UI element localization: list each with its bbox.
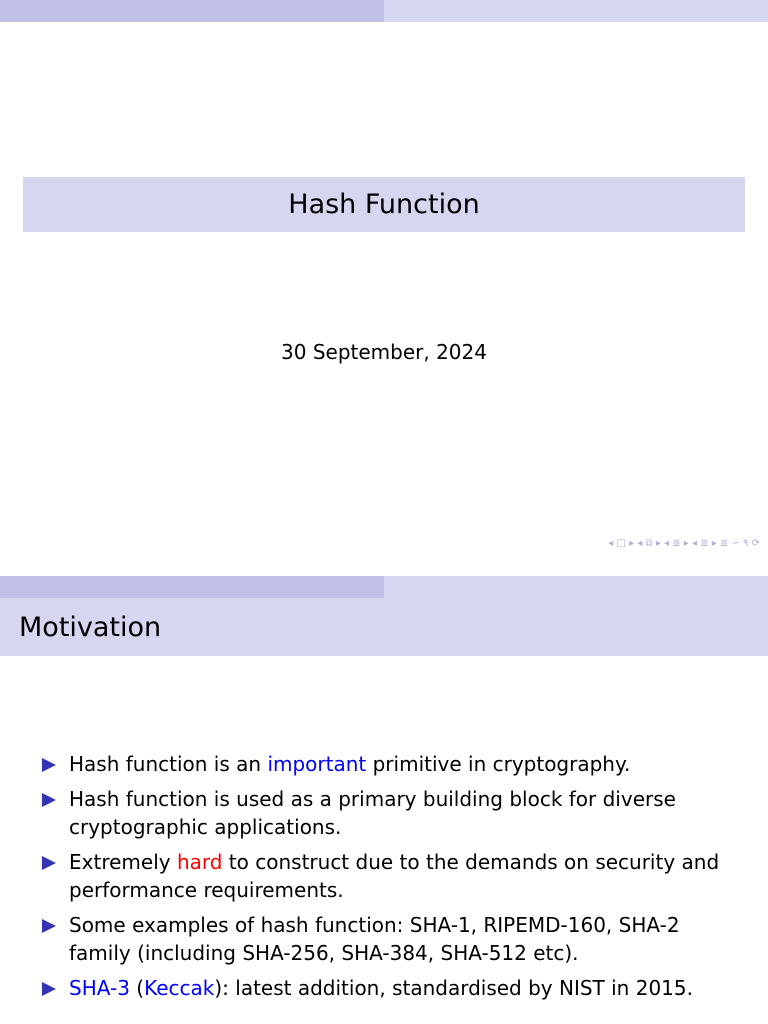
link-sha3[interactable]: SHA-3 — [69, 975, 130, 1000]
triangle-bullet-icon — [42, 793, 56, 807]
slide-motivation — [0, 576, 768, 1024]
list-item — [40, 848, 740, 905]
item-text: primitive in cryptography. — [366, 752, 631, 776]
link-keccak[interactable]: Keccak — [144, 975, 215, 1000]
item-text: ( — [129, 975, 145, 1000]
list-item — [40, 785, 740, 842]
triangle-bullet-icon — [42, 982, 56, 996]
item-text: Hash function is used as a primary building block for diverse cryptographic applications. — [69, 786, 676, 839]
header-bar — [0, 0, 768, 22]
item-text: Some examples of hash function: SHA-1, RIPEMD-160, SHA-2 family (including SHA-256, SHA-384, SHA-512 etc). — [69, 912, 680, 965]
list-item — [40, 750, 740, 779]
beamer-navigation-icons[interactable]: ◂ □ ▸ ◂ ⧉ ▸ ◂ ≣ ▸ ◂ ≣ ▸ ≣ ∽ ۹ ⟳ — [608, 538, 760, 549]
header-bar-left — [0, 0, 384, 22]
presentation-date: 30 September, 2024 — [281, 340, 487, 364]
bullet-list — [40, 750, 740, 1008]
list-item — [40, 911, 740, 968]
item-text: to construct due to the demands on security and performance requirements. — [69, 849, 720, 902]
title-box — [23, 177, 745, 232]
emphasis-important: important — [267, 752, 367, 776]
emphasis-hard: hard — [176, 849, 223, 874]
header-bar-left — [0, 576, 384, 598]
item-text: ): latest addition, standardised by NIST in 2015. — [214, 975, 693, 1000]
frame-title: Motivation — [0, 598, 768, 656]
item-text: Hash function is an — [69, 752, 268, 776]
header-bar — [0, 576, 768, 598]
presentation-title: Hash Function — [288, 189, 480, 220]
triangle-bullet-icon — [42, 758, 56, 772]
triangle-bullet-icon — [42, 919, 56, 933]
triangle-bullet-icon — [42, 856, 56, 870]
list-item — [40, 974, 740, 1003]
item-text: Extremely — [69, 849, 177, 874]
